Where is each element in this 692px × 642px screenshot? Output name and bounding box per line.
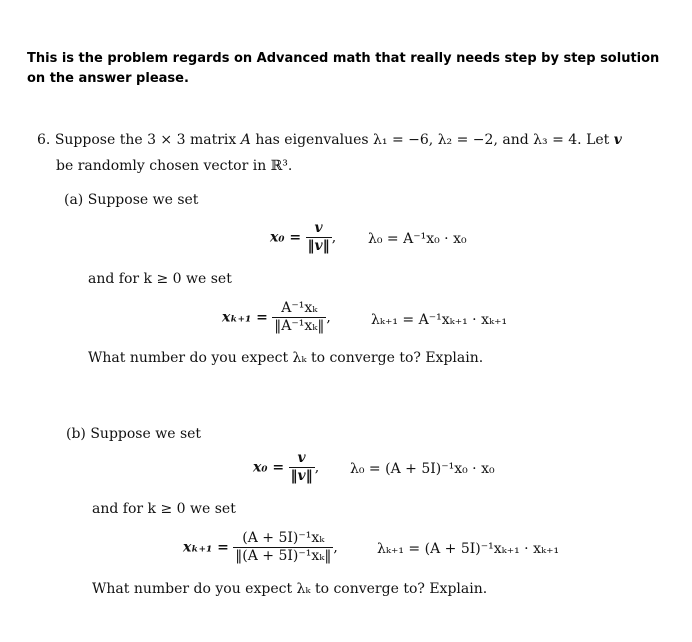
part-b-xk-equation: xₖ₊₁ = $\frac{\text{(A + 5I)⁻¹xₖ}}{\text{‖(A + 5I)⁻¹xₖ‖}}$ , [183,530,338,564]
eigenvalue-1: λ₁ = −6, [373,132,434,148]
part-a-lambda0: λ₀ = A⁻¹x₀ · x₀ [368,231,467,247]
part-b-lambda0: λ₀ = (A + 5I)⁻¹x₀ · x₀ [350,461,495,477]
part-b-and-for: and for k ≥ 0 we set [92,501,236,517]
problem-line-2: be randomly chosen vector in ℝ³. [56,158,293,174]
problem-text-1: Suppose the 3 × 3 matrix [54,132,237,148]
part-a-x0-lhs: x₀ = [270,229,302,246]
part-a-x0-fraction [306,220,332,255]
part-a-intro: Suppose we set [87,192,199,208]
part-b-x0-lhs: x₀ = [253,459,285,476]
part-b-x0-numerator: v [289,450,315,468]
matrix-symbol: A [240,132,251,148]
part-a-xk-fraction [272,300,326,335]
part-b-xk-fraction [233,530,333,565]
part-a-x0-denominator: ‖v‖ [307,238,330,254]
part-a-xk-lhs: xₖ₊₁ = [222,309,268,326]
part-b-xk-denominator: ‖(A + 5I)⁻¹xₖ‖ [235,548,332,564]
part-b-header [66,425,201,443]
part-a-xk-numerator: A⁻¹xₖ [272,300,326,318]
part-a-question: What number do you expect λₖ to converge to? Explain. [88,350,484,366]
eigenvalue-3: λ₃ = 4. [533,132,582,148]
vector-v: v [613,132,622,148]
eigen-and: and [502,132,529,148]
part-a-lambdak: λₖ₊₁ = A⁻¹xₖ₊₁ · xₖ₊₁ [371,312,508,328]
let-text: Let [586,132,610,148]
part-b-label: (b) [66,426,86,442]
part-b-intro: Suppose we set [90,426,202,442]
part-a-xk-denominator: ‖A⁻¹xₖ‖ [274,318,325,334]
part-b-lambdak: λₖ₊₁ = (A + 5I)⁻¹xₖ₊₁ · xₖ₊₁ [377,541,560,557]
part-a-x0-numerator: v [306,220,332,238]
problem-number: 6. [37,132,51,148]
part-a-and-for: and for k ≥ 0 we set [88,271,232,287]
part-b-x0-equation: x₀ = $\frac{v}{‖v‖}$ , [253,450,320,484]
part-a-x0-equation: x₀ = $\frac{v}{‖v‖}$ , [270,220,337,254]
part-b-question: What number do you expect λₖ to converge to? Explain. [92,581,488,597]
problem-text-2: has eigenvalues [255,132,369,148]
part-b-xk-lhs: xₖ₊₁ = [183,539,229,556]
part-a-xk-equation: xₖ₊₁ = $\frac{\text{A⁻¹xₖ}}{\text{‖A⁻¹xₖ‖}}$ , [222,300,331,334]
intro-text: This is the problem regards on Advanced math that really needs step by step solution on the answer please. [27,51,660,86]
part-a-header [64,191,198,209]
part-b-xk-numerator: (A + 5I)⁻¹xₖ [233,530,333,548]
problem-line-1 [37,131,622,149]
part-b-x0-denominator: ‖v‖ [290,468,313,484]
part-b-x0-fraction [289,450,315,485]
part-a-label: (a) [64,192,84,208]
eigenvalue-2: λ₂ = −2, [437,132,498,148]
